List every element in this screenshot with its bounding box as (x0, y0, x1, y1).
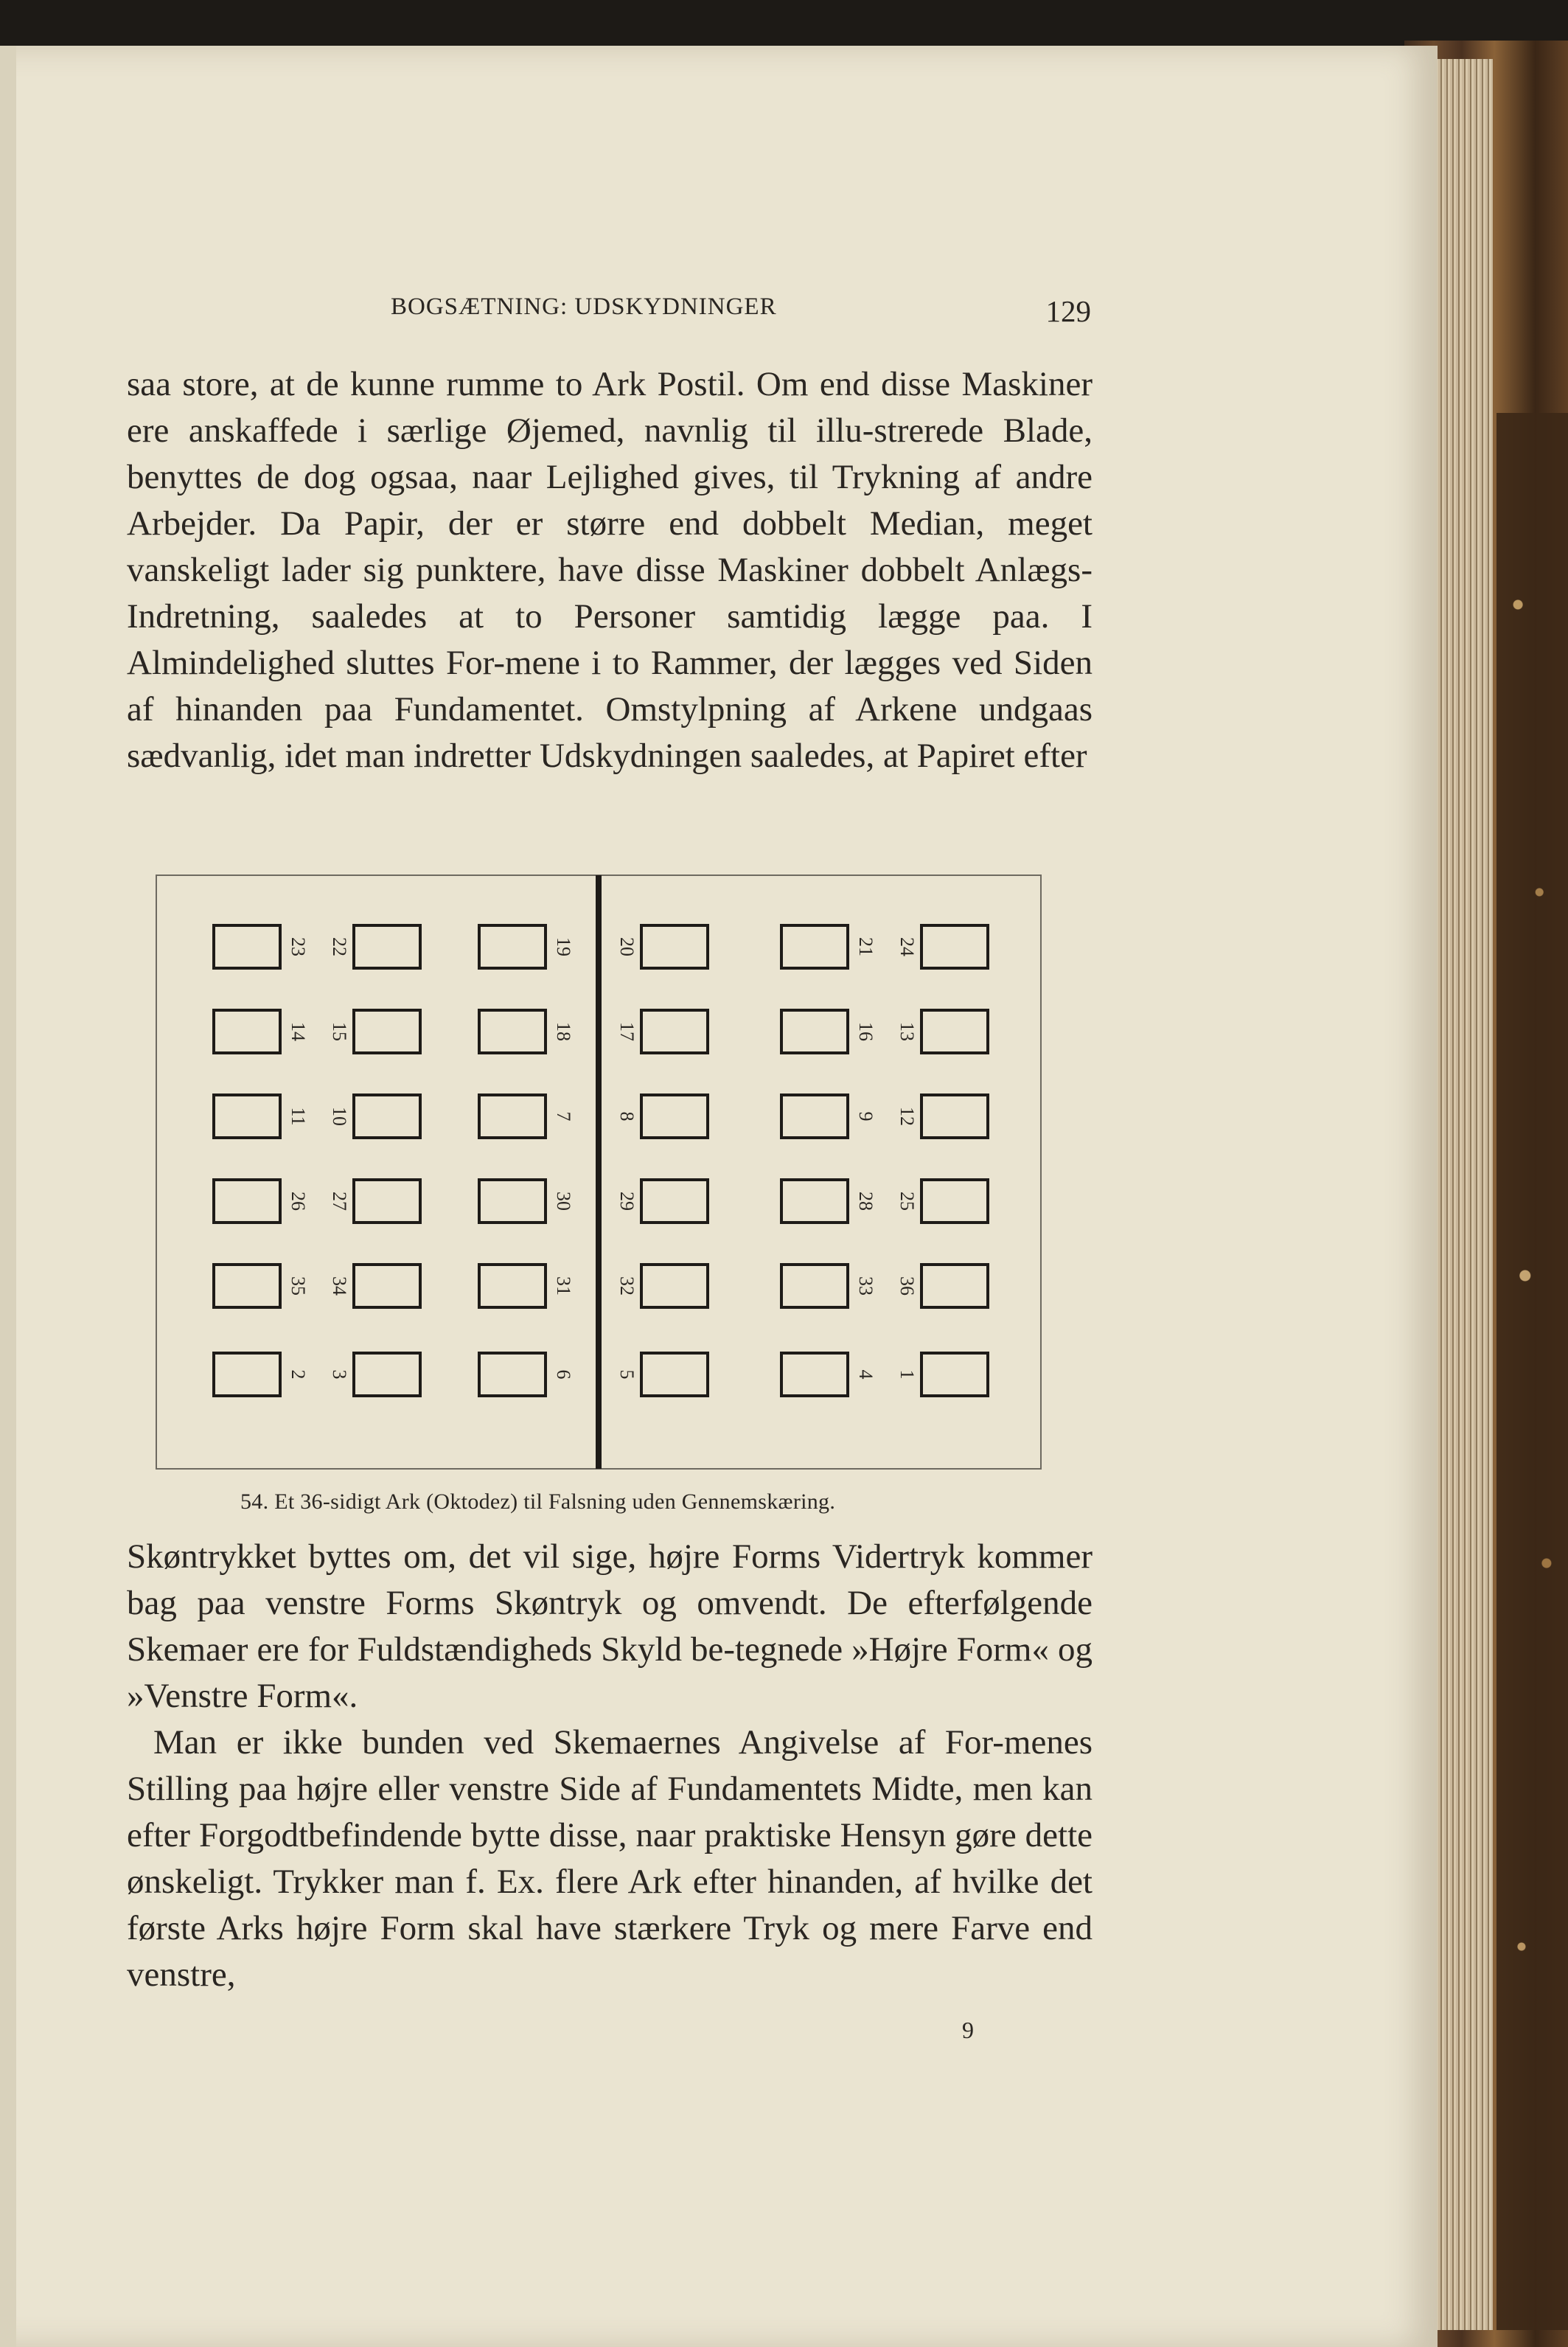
paragraph: Man er ikke bunden ved Skemaernes Angivelse af For-menes Stilling paa højre eller venstre Side af Fundamentets Midte, men kan efter Forgodtbefindende bytte disse, naar praktiske Hensyn gøre dette ønskeligt. Trykker man f. Ex. flere Ark efter hinanden, af hvilke det første Arks højre Form skal have stærkere Tryk og mere Farve end venstre, (127, 1723, 1093, 1994)
page-number-label: 34 (329, 1276, 351, 1296)
page-number-label: 18 (553, 1022, 575, 1041)
page-box (479, 1265, 546, 1307)
page-box (214, 1265, 280, 1307)
page-header (125, 293, 1091, 326)
page-box (781, 1095, 848, 1138)
page-number-label: 27 (329, 1192, 351, 1211)
page-number-label: 17 (616, 1022, 638, 1041)
page-box (479, 925, 546, 968)
page-number-label: 33 (855, 1276, 877, 1296)
page-number-label: 13 (896, 1022, 919, 1041)
figure-caption: 54. Et 36-sidigt Ark (Oktodez) til Falsning uden Gennemskæring. (240, 1489, 836, 1514)
page-number: 129 (1045, 294, 1091, 328)
page-box (781, 925, 848, 968)
page-number-label: 24 (896, 937, 919, 956)
page-number-label: 32 (616, 1276, 638, 1296)
page-box (641, 1353, 708, 1396)
page-number-label: 9 (855, 1111, 877, 1122)
page-box (921, 1353, 988, 1396)
page-number-label: 36 (896, 1276, 919, 1296)
page-box (641, 1265, 708, 1307)
page-box (354, 1010, 420, 1053)
signature-mark: 9 (962, 2017, 974, 2043)
body-text-top (127, 361, 1093, 779)
page-box (479, 1095, 546, 1138)
paragraph: saa store, at de kunne rumme to Ark Postil. Om end disse Maskiner ere anskaffede i særlige Øjemed, navnlig til illu-strerede Blade, benyttes de dog ogsaa, naar Lejlighed gives, til Trykning af andre Arbejder. Da Papir, der er større end dobbelt Median, meget vanskeligt lader sig punktere, have disse Maskiner dobbelt Anlægs-Indretning, saaledes at to Personer samtidig lægge paa. I Almindelighed sluttes For-mene i to Rammer, der lægges ved Siden af hinanden paa Fundamentet. Omstylpning af Arkene undgaas sædvanlig, idet man indretter Udskydningen saaledes, at Papiret efter (127, 365, 1093, 775)
page-number-label: 22 (329, 937, 351, 956)
page-number-label: 25 (896, 1192, 919, 1211)
page-number-label: 16 (855, 1022, 877, 1041)
imposition-figure (155, 874, 1043, 1478)
page-box (921, 1180, 988, 1223)
body-text-bottom (127, 1534, 1093, 1998)
page-box (781, 1353, 848, 1396)
page-gutter (0, 46, 16, 2347)
page-box (921, 1010, 988, 1053)
page-box (641, 925, 708, 968)
page-box (354, 1095, 420, 1138)
page-box (354, 925, 420, 968)
page-box (781, 1265, 848, 1307)
page-number-label: 1 (896, 1369, 919, 1380)
page-number-label: 8 (616, 1111, 638, 1122)
page-number-label: 28 (855, 1192, 877, 1211)
page-box (921, 1095, 988, 1138)
page-box (641, 1180, 708, 1223)
page-box (781, 1010, 848, 1053)
page-number-label: 10 (329, 1107, 351, 1126)
page-number-label: 21 (855, 937, 877, 956)
page-number-label: 20 (616, 937, 638, 956)
imposition-diagram (155, 874, 1043, 1478)
paragraph: Skøntrykket byttes om, det vil sige, højre Forms Vidertryk kommer bag paa venstre Forms Skøntryk og omvendt. De efterfølgende Skemaer ere for Fuldstændigheds Skyld be-tegnede »Højre Form« og »Venstre Form«. (127, 1537, 1093, 1715)
page-box (479, 1180, 546, 1223)
page-number-label: 3 (329, 1369, 351, 1380)
page-number-label: 6 (553, 1369, 575, 1380)
page-number-label: 26 (288, 1192, 310, 1211)
page-box (641, 1010, 708, 1053)
page-number-label: 15 (329, 1022, 351, 1041)
page-number-label: 29 (616, 1192, 638, 1211)
page-box (479, 1010, 546, 1053)
page-number-label: 23 (288, 937, 310, 956)
page-box (214, 1010, 280, 1053)
page-box (479, 1353, 546, 1396)
page-number-label: 12 (896, 1107, 919, 1126)
page-box (354, 1353, 420, 1396)
page-box (354, 1180, 420, 1223)
page-box (921, 1265, 988, 1307)
page-number-label: 30 (553, 1192, 575, 1211)
page-box (214, 925, 280, 968)
page-box (781, 1180, 848, 1223)
page-box (214, 1353, 280, 1396)
page-box (214, 1095, 280, 1138)
page-number-label: 11 (288, 1107, 310, 1126)
page-number-label: 4 (855, 1369, 877, 1380)
page-number-label: 31 (553, 1276, 575, 1296)
page-number-label: 14 (288, 1022, 310, 1041)
page-box (921, 925, 988, 968)
page-number-label: 35 (288, 1276, 310, 1296)
page-box (641, 1095, 708, 1138)
running-title: BOGSÆTNING: UDSKYDNINGER (391, 293, 777, 320)
page-box (214, 1180, 280, 1223)
page-number-label: 2 (288, 1369, 310, 1380)
page-number-label: 7 (553, 1111, 575, 1122)
page-number-label: 5 (616, 1369, 638, 1380)
page-number-label: 19 (553, 937, 575, 956)
marbled-cover-edge (1496, 413, 1568, 2330)
page-box (354, 1265, 420, 1307)
